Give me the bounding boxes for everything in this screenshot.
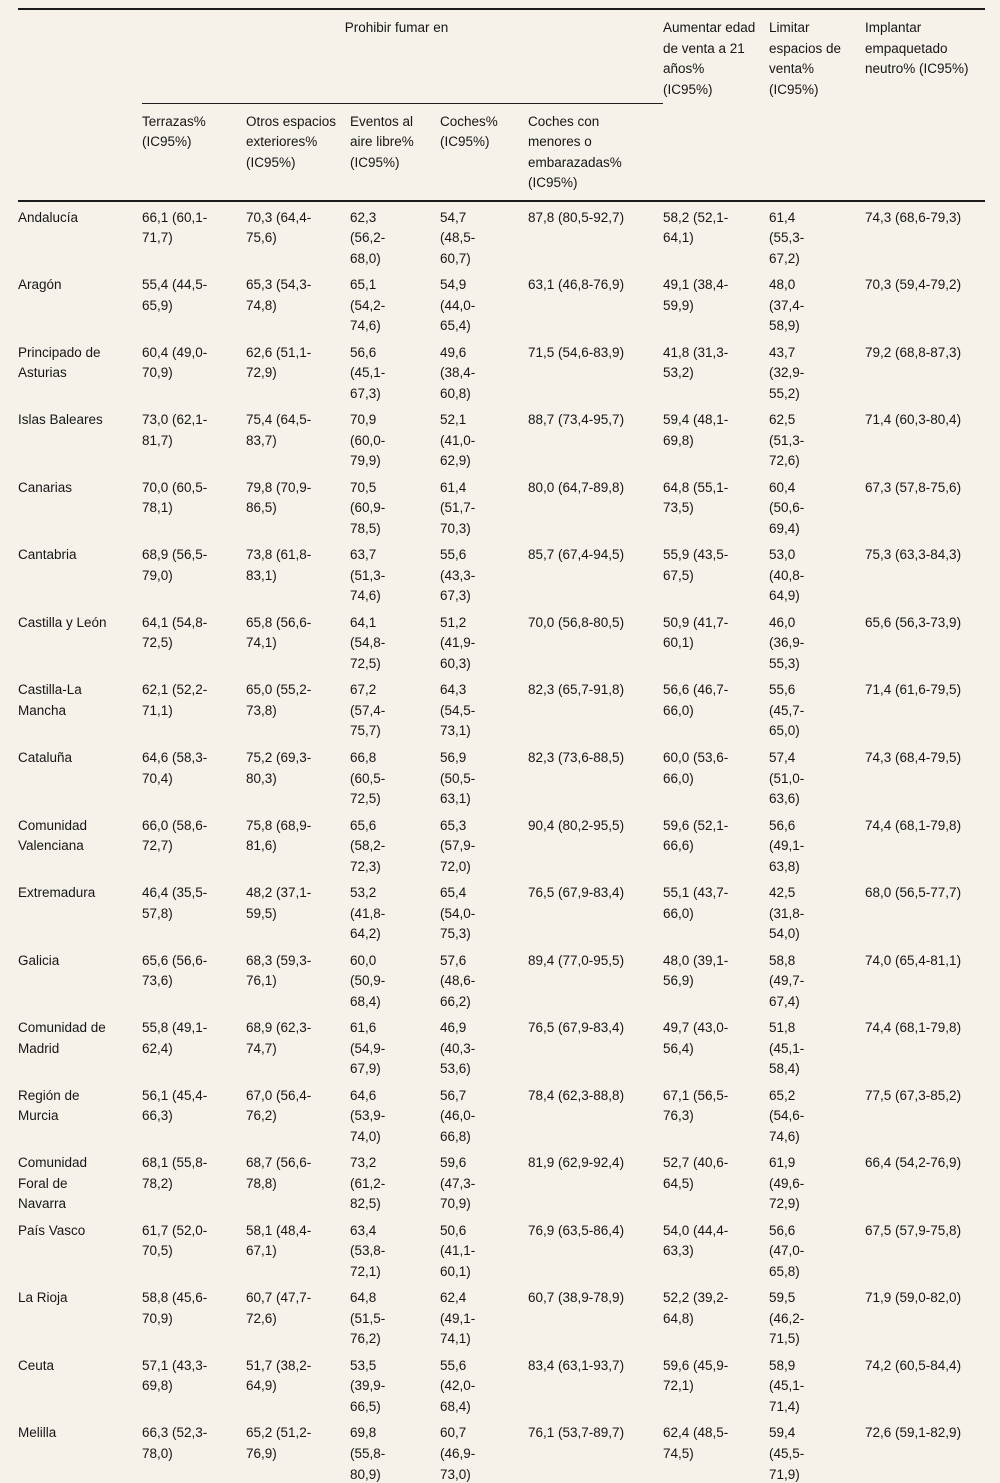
- value-cell: 48,0 (39,1-​56,9): [663, 952, 729, 989]
- value-cell: 51,2 (41,9-​60,3): [440, 614, 476, 671]
- value-cell: 66,3 (52,3-​78,0): [142, 1425, 208, 1461]
- region-cell: Cantabria: [18, 547, 77, 563]
- value-cell: 64,8 (55,1-​73,5): [663, 479, 729, 516]
- region-cell: Comunidad Valenciana: [18, 817, 88, 854]
- region-cell: Islas Baleares: [18, 412, 103, 428]
- table-row: [18, 1218, 985, 1286]
- value-cell: 52,7 (40,6-​64,5): [663, 1155, 729, 1191]
- value-cell: 74,0 (65,4-​81,1): [865, 952, 962, 968]
- header-otros-espacios: Otros espacios exteriores% (IC95%): [246, 103, 350, 201]
- value-cell: 67,1 (56,5-​76,3): [663, 1087, 729, 1124]
- value-cell: 55,9 (43,5-​67,5): [663, 547, 729, 583]
- region-cell: País Vasco: [18, 1222, 86, 1238]
- value-cell: 49,7 (43,0-​56,4): [663, 1020, 729, 1056]
- region-cell: Castilla y León: [18, 614, 107, 630]
- value-cell: 60,7 (46,9-​73,0): [440, 1425, 476, 1482]
- value-cell: 62,3 (56,2-​68,0): [350, 209, 386, 266]
- value-cell: 67,0 (56,4-​76,2): [246, 1087, 312, 1124]
- region-cell: Principado de Asturias: [18, 344, 101, 381]
- value-cell: 59,4 (45,5-​71,9): [769, 1425, 805, 1482]
- value-cell: 70,0 (56,8-​80,5): [528, 614, 625, 630]
- value-cell: 76,5 (67,9-​83,4): [528, 1020, 625, 1036]
- header-spacer-cell: [769, 103, 865, 201]
- region-header-cell: [18, 9, 142, 103]
- value-cell: 61,7 (52,0-​70,5): [142, 1222, 208, 1259]
- value-cell: 85,7 (67,4-​94,5): [528, 547, 625, 563]
- value-cell: 63,1 (46,8-​76,9): [528, 277, 625, 293]
- header-limitar-espacios: Limitar espacios de venta% (IC95%): [769, 20, 842, 97]
- value-cell: 64,1 (54,8-​72,5): [350, 614, 386, 671]
- value-cell: 55,8 (49,1-​62,4): [142, 1020, 208, 1056]
- value-cell: 50,6 (41,1-​60,1): [440, 1222, 476, 1279]
- value-cell: 65,6 (58,2-​72,3): [350, 817, 386, 874]
- value-cell: 65,2 (54,6-​74,6): [769, 1087, 805, 1144]
- region-cell: Aragón: [18, 277, 62, 293]
- value-cell: 79,8 (70,9-​86,5): [246, 479, 312, 516]
- region-cell: Comunidad de Madrid: [18, 1020, 106, 1056]
- value-cell: 58,8 (49,7-​67,4): [769, 952, 805, 1009]
- value-cell: 66,4 (54,2-​76,9): [865, 1155, 962, 1171]
- header-implantar-empaquetado: Implantar empaquetado neutro% (IC95%): [865, 20, 969, 77]
- value-cell: 46,9 (40,3-​53,6): [440, 1020, 476, 1077]
- value-cell: 70,0 (60,5-​78,1): [142, 479, 208, 516]
- value-cell: 48,2 (37,1-​59,5): [246, 885, 312, 921]
- table-row: [18, 948, 985, 1016]
- region-cell: La Rioja: [18, 1290, 68, 1306]
- value-cell: 54,0 (44,4-​63,3): [663, 1222, 729, 1259]
- value-cell: 64,6 (53,9-​74,0): [350, 1087, 386, 1144]
- value-cell: 66,8 (60,5-​72,5): [350, 750, 386, 807]
- value-cell: 64,1 (54,8-​72,5): [142, 614, 208, 651]
- value-cell: 74,4 (68,1-​79,8): [865, 1020, 962, 1036]
- value-cell: 74,4 (68,1-​79,8): [865, 817, 962, 833]
- table-row: [18, 1353, 985, 1421]
- value-cell: 59,5 (46,2-​71,5): [769, 1290, 805, 1347]
- value-cell: 79,2 (68,8-​87,3): [865, 344, 962, 360]
- table-row: [18, 542, 985, 610]
- header-aumentar-edad: Aumentar edad de venta a 21 años% (IC95%): [663, 20, 756, 97]
- value-cell: 62,4 (48,5-​74,5): [663, 1425, 729, 1461]
- value-cell: 46,0 (36,9-​55,3): [769, 614, 805, 671]
- value-cell: 60,7 (47,7-​72,6): [246, 1290, 312, 1326]
- value-cell: 68,1 (55,8-​78,2): [142, 1155, 208, 1191]
- value-cell: 74,2 (60,5-​84,4): [865, 1357, 962, 1373]
- value-cell: 65,6 (56,3-​73,9): [865, 614, 962, 630]
- value-cell: 66,0 (58,6-​72,7): [142, 817, 208, 854]
- value-cell: 67,2 (57,4-​75,7): [350, 682, 386, 739]
- value-cell: 43,7 (32,9-​55,2): [769, 344, 805, 401]
- value-cell: 57,1 (43,3-​69,8): [142, 1357, 208, 1394]
- table-row: [18, 1083, 985, 1151]
- value-cell: 89,4 (77,0-​95,5): [528, 952, 625, 968]
- header-eventos-aire-libre: Eventos al aire libre% (IC95%): [350, 103, 440, 201]
- value-cell: 55,6 (45,7-​65,0): [769, 682, 805, 739]
- value-cell: 71,9 (59,0-​82,0): [865, 1290, 962, 1306]
- table-row: [18, 677, 985, 745]
- value-cell: 80,0 (64,7-​89,8): [528, 479, 625, 495]
- table-row: [18, 1150, 985, 1218]
- value-cell: 56,6 (47,0-​65,8): [769, 1222, 805, 1279]
- value-cell: 50,9 (41,7-​60,1): [663, 614, 729, 651]
- table-row: [18, 475, 985, 543]
- value-cell: 90,4 (80,2-​95,5): [528, 817, 625, 833]
- value-cell: 66,1 (60,1-​71,7): [142, 209, 208, 246]
- table-header: [18, 9, 985, 201]
- value-cell: 58,8 (45,6-​70,9): [142, 1290, 208, 1326]
- value-cell: 62,6 (51,1-​72,9): [246, 344, 312, 381]
- region-cell: Comunidad Foral de Navarra: [18, 1155, 88, 1212]
- value-cell: 75,8 (68,9-​81,6): [246, 817, 312, 854]
- value-cell: 88,7 (73,4-​95,7): [528, 412, 625, 428]
- region-cell: Andalucía: [18, 209, 79, 225]
- header-terrazas: Terrazas% (IC95%): [142, 103, 246, 201]
- table-row: [18, 813, 985, 881]
- value-cell: 59,6 (47,3-​70,9): [440, 1155, 476, 1212]
- value-cell: 57,4 (51,0-​63,6): [769, 750, 805, 807]
- value-cell: 49,6 (38,4-​60,8): [440, 344, 476, 401]
- value-cell: 68,7 (56,6-​78,8): [246, 1155, 312, 1191]
- regions-survey-table: [18, 8, 985, 1483]
- region-cell: Canarias: [18, 479, 73, 495]
- table-row: [18, 1015, 985, 1083]
- value-cell: 60,0 (53,6-​66,0): [663, 750, 729, 786]
- value-cell: 62,4 (49,1-​74,1): [440, 1290, 476, 1347]
- value-cell: 65,1 (54,2-​74,6): [350, 277, 386, 334]
- value-cell: 64,8 (51,5-​76,2): [350, 1290, 386, 1347]
- value-cell: 65,4 (54,0-​75,3): [440, 885, 476, 942]
- value-cell: 60,4 (50,6-​69,4): [769, 479, 805, 536]
- value-cell: 46,4 (35,5-​57,8): [142, 885, 208, 921]
- value-cell: 76,1 (53,7-​89,7): [528, 1425, 625, 1441]
- value-cell: 62,5 (51,3-​72,6): [769, 412, 805, 469]
- region-cell: Melilla: [18, 1425, 57, 1441]
- value-cell: 64,3 (54,5-​73,1): [440, 682, 476, 739]
- value-cell: 63,4 (53,8-​72,1): [350, 1222, 386, 1279]
- value-cell: 71,4 (61,6-​79,5): [865, 682, 962, 698]
- value-cell: 56,1 (45,4-​66,3): [142, 1087, 208, 1124]
- header-spacer-cell: [663, 103, 769, 201]
- region-subheader-cell: [18, 103, 142, 201]
- value-cell: 75,4 (64,5-​83,7): [246, 412, 312, 448]
- value-cell: 82,3 (65,7-​91,8): [528, 682, 625, 698]
- table-row: [18, 1420, 985, 1483]
- value-cell: 70,9 (60,0-​79,9): [350, 412, 386, 469]
- table-row: [18, 272, 985, 340]
- value-cell: 51,8 (45,1-​58,4): [769, 1020, 805, 1077]
- value-cell: 55,4 (44,5-​65,9): [142, 277, 208, 313]
- value-cell: 65,6 (56,6-​73,6): [142, 952, 208, 989]
- value-cell: 55,6 (42,0-​68,4): [440, 1357, 476, 1414]
- value-cell: 77,5 (67,3-​85,2): [865, 1087, 962, 1103]
- value-cell: 82,3 (73,6-​88,5): [528, 750, 625, 765]
- value-cell: 56,6 (45,1-​67,3): [350, 344, 386, 401]
- value-cell: 68,9 (62,3-​74,7): [246, 1020, 312, 1056]
- value-cell: 83,4 (63,1-​93,7): [528, 1357, 625, 1373]
- header-row-top: [18, 9, 985, 103]
- value-cell: 49,1 (38,4-​59,9): [663, 277, 729, 313]
- value-cell: 72,6 (59,1-​82,9): [865, 1425, 962, 1441]
- value-cell: 56,6 (49,1-​63,8): [769, 817, 805, 874]
- value-cell: 56,9 (50,5-​63,1): [440, 750, 476, 807]
- value-cell: 74,3 (68,6-​79,3): [865, 209, 962, 225]
- region-cell: Región de Murcia: [18, 1087, 80, 1124]
- value-cell: 52,2 (39,2-​64,8): [663, 1290, 729, 1326]
- value-cell: 67,5 (57,9-​75,8): [865, 1222, 962, 1238]
- value-cell: 76,5 (67,9-​83,4): [528, 885, 625, 901]
- value-cell: 55,6 (43,3-​67,3): [440, 547, 476, 604]
- value-cell: 53,5 (39,9-​66,5): [350, 1357, 386, 1414]
- header-row-sub: [18, 103, 985, 201]
- value-cell: 59,6 (45,9-​72,1): [663, 1357, 729, 1394]
- value-cell: 65,3 (57,9-​72,0): [440, 817, 476, 874]
- value-cell: 53,0 (40,8-​64,9): [769, 547, 805, 604]
- table-row: [18, 745, 985, 813]
- value-cell: 70,5 (60,9-​78,5): [350, 479, 386, 536]
- value-cell: 73,0 (62,1-​81,7): [142, 412, 208, 448]
- value-cell: 68,0 (56,5-​77,7): [865, 885, 962, 901]
- region-cell: Ceuta: [18, 1357, 55, 1373]
- value-cell: 71,4 (60,3-​80,4): [865, 412, 962, 428]
- group-header-prohibir-fumar: Prohibir fumar en: [142, 9, 663, 103]
- header-spacer-cell: [865, 103, 985, 201]
- table-row: [18, 880, 985, 948]
- value-cell: 61,4 (51,7-​70,3): [440, 479, 476, 536]
- value-cell: 60,0 (50,9-​68,4): [350, 952, 386, 1009]
- value-cell: 87,8 (80,5-​92,7): [528, 209, 625, 225]
- value-cell: 58,2 (52,1-​64,1): [663, 209, 729, 246]
- value-cell: 56,7 (46,0-​66,8): [440, 1087, 476, 1144]
- table-row: [18, 1285, 985, 1353]
- value-cell: 76,9 (63,5-​86,4): [528, 1222, 625, 1238]
- header-coches: Coches% (IC95%): [440, 103, 528, 201]
- table-row: [18, 201, 985, 273]
- value-cell: 78,4 (62,3-​88,8): [528, 1087, 625, 1103]
- region-cell: Extremadura: [18, 885, 96, 901]
- value-cell: 64,6 (58,3-​70,4): [142, 750, 208, 786]
- value-cell: 56,6 (46,7-​66,0): [663, 682, 729, 718]
- value-cell: 58,9 (45,1-​71,4): [769, 1357, 805, 1414]
- table-row: [18, 610, 985, 678]
- value-cell: 81,9 (62,9-​92,4): [528, 1155, 625, 1171]
- value-cell: 69,8 (55,8-​80,9): [350, 1425, 386, 1482]
- value-cell: 68,3 (59,3-​76,1): [246, 952, 312, 989]
- value-cell: 54,9 (44,0-​65,4): [440, 277, 476, 334]
- value-cell: 42,5 (31,8-​54,0): [769, 885, 805, 942]
- value-cell: 67,3 (57,8-​75,6): [865, 479, 962, 495]
- value-cell: 55,1 (43,7-​66,0): [663, 885, 729, 921]
- value-cell: 74,3 (68,4-​79,5): [865, 750, 962, 765]
- value-cell: 59,6 (52,1-​66,6): [663, 817, 729, 854]
- value-cell: 65,2 (51,2-​76,9): [246, 1425, 312, 1461]
- value-cell: 75,2 (69,3-​80,3): [246, 750, 312, 786]
- value-cell: 54,7 (48,5-​60,7): [440, 209, 476, 266]
- value-cell: 65,3 (54,3-​74,8): [246, 277, 312, 313]
- value-cell: 58,1 (48,4-​67,1): [246, 1222, 312, 1259]
- value-cell: 57,6 (48,6-​66,2): [440, 952, 476, 1009]
- value-cell: 68,9 (56,5-​79,0): [142, 547, 208, 583]
- value-cell: 70,3 (59,4-​79,2): [865, 277, 962, 293]
- region-cell: Castilla-​La Mancha: [18, 682, 82, 718]
- table-row: [18, 340, 985, 408]
- value-cell: 60,7 (38,9-​78,9): [528, 1290, 625, 1306]
- value-cell: 48,0 (37,4-​58,9): [769, 277, 805, 334]
- table-body: [18, 201, 985, 1483]
- value-cell: 61,4 (55,3-​67,2): [769, 209, 805, 266]
- header-coches-menores: Coches con menores o embarazadas% (IC95%): [528, 103, 663, 201]
- value-cell: 65,8 (56,6-​74,1): [246, 614, 312, 651]
- value-cell: 41,8 (31,3-​53,2): [663, 344, 729, 381]
- value-cell: 53,2 (41,8-​64,2): [350, 885, 386, 942]
- value-cell: 60,4 (49,0-​70,9): [142, 344, 208, 381]
- value-cell: 52,1 (41,0-​62,9): [440, 412, 476, 469]
- region-cell: Cataluña: [18, 750, 73, 765]
- value-cell: 70,3 (64,4-​75,6): [246, 209, 312, 246]
- value-cell: 63,7 (51,3-​74,6): [350, 547, 386, 604]
- value-cell: 73,2 (61,2-​82,5): [350, 1155, 386, 1212]
- value-cell: 71,5 (54,6-​83,9): [528, 344, 625, 360]
- value-cell: 59,4 (48,1-​69,8): [663, 412, 729, 448]
- value-cell: 75,3 (63,3-​84,3): [865, 547, 962, 563]
- value-cell: 51,7 (38,2-​64,9): [246, 1357, 312, 1394]
- region-cell: Galicia: [18, 952, 60, 968]
- value-cell: 62,1 (52,2-​71,1): [142, 682, 208, 718]
- value-cell: 61,9 (49,6-​72,9): [769, 1155, 805, 1212]
- value-cell: 65,0 (55,2-​73,8): [246, 682, 312, 718]
- value-cell: 73,8 (61,8-​83,1): [246, 547, 312, 583]
- value-cell: 61,6 (54,9-​67,9): [350, 1020, 386, 1077]
- table-row: [18, 407, 985, 475]
